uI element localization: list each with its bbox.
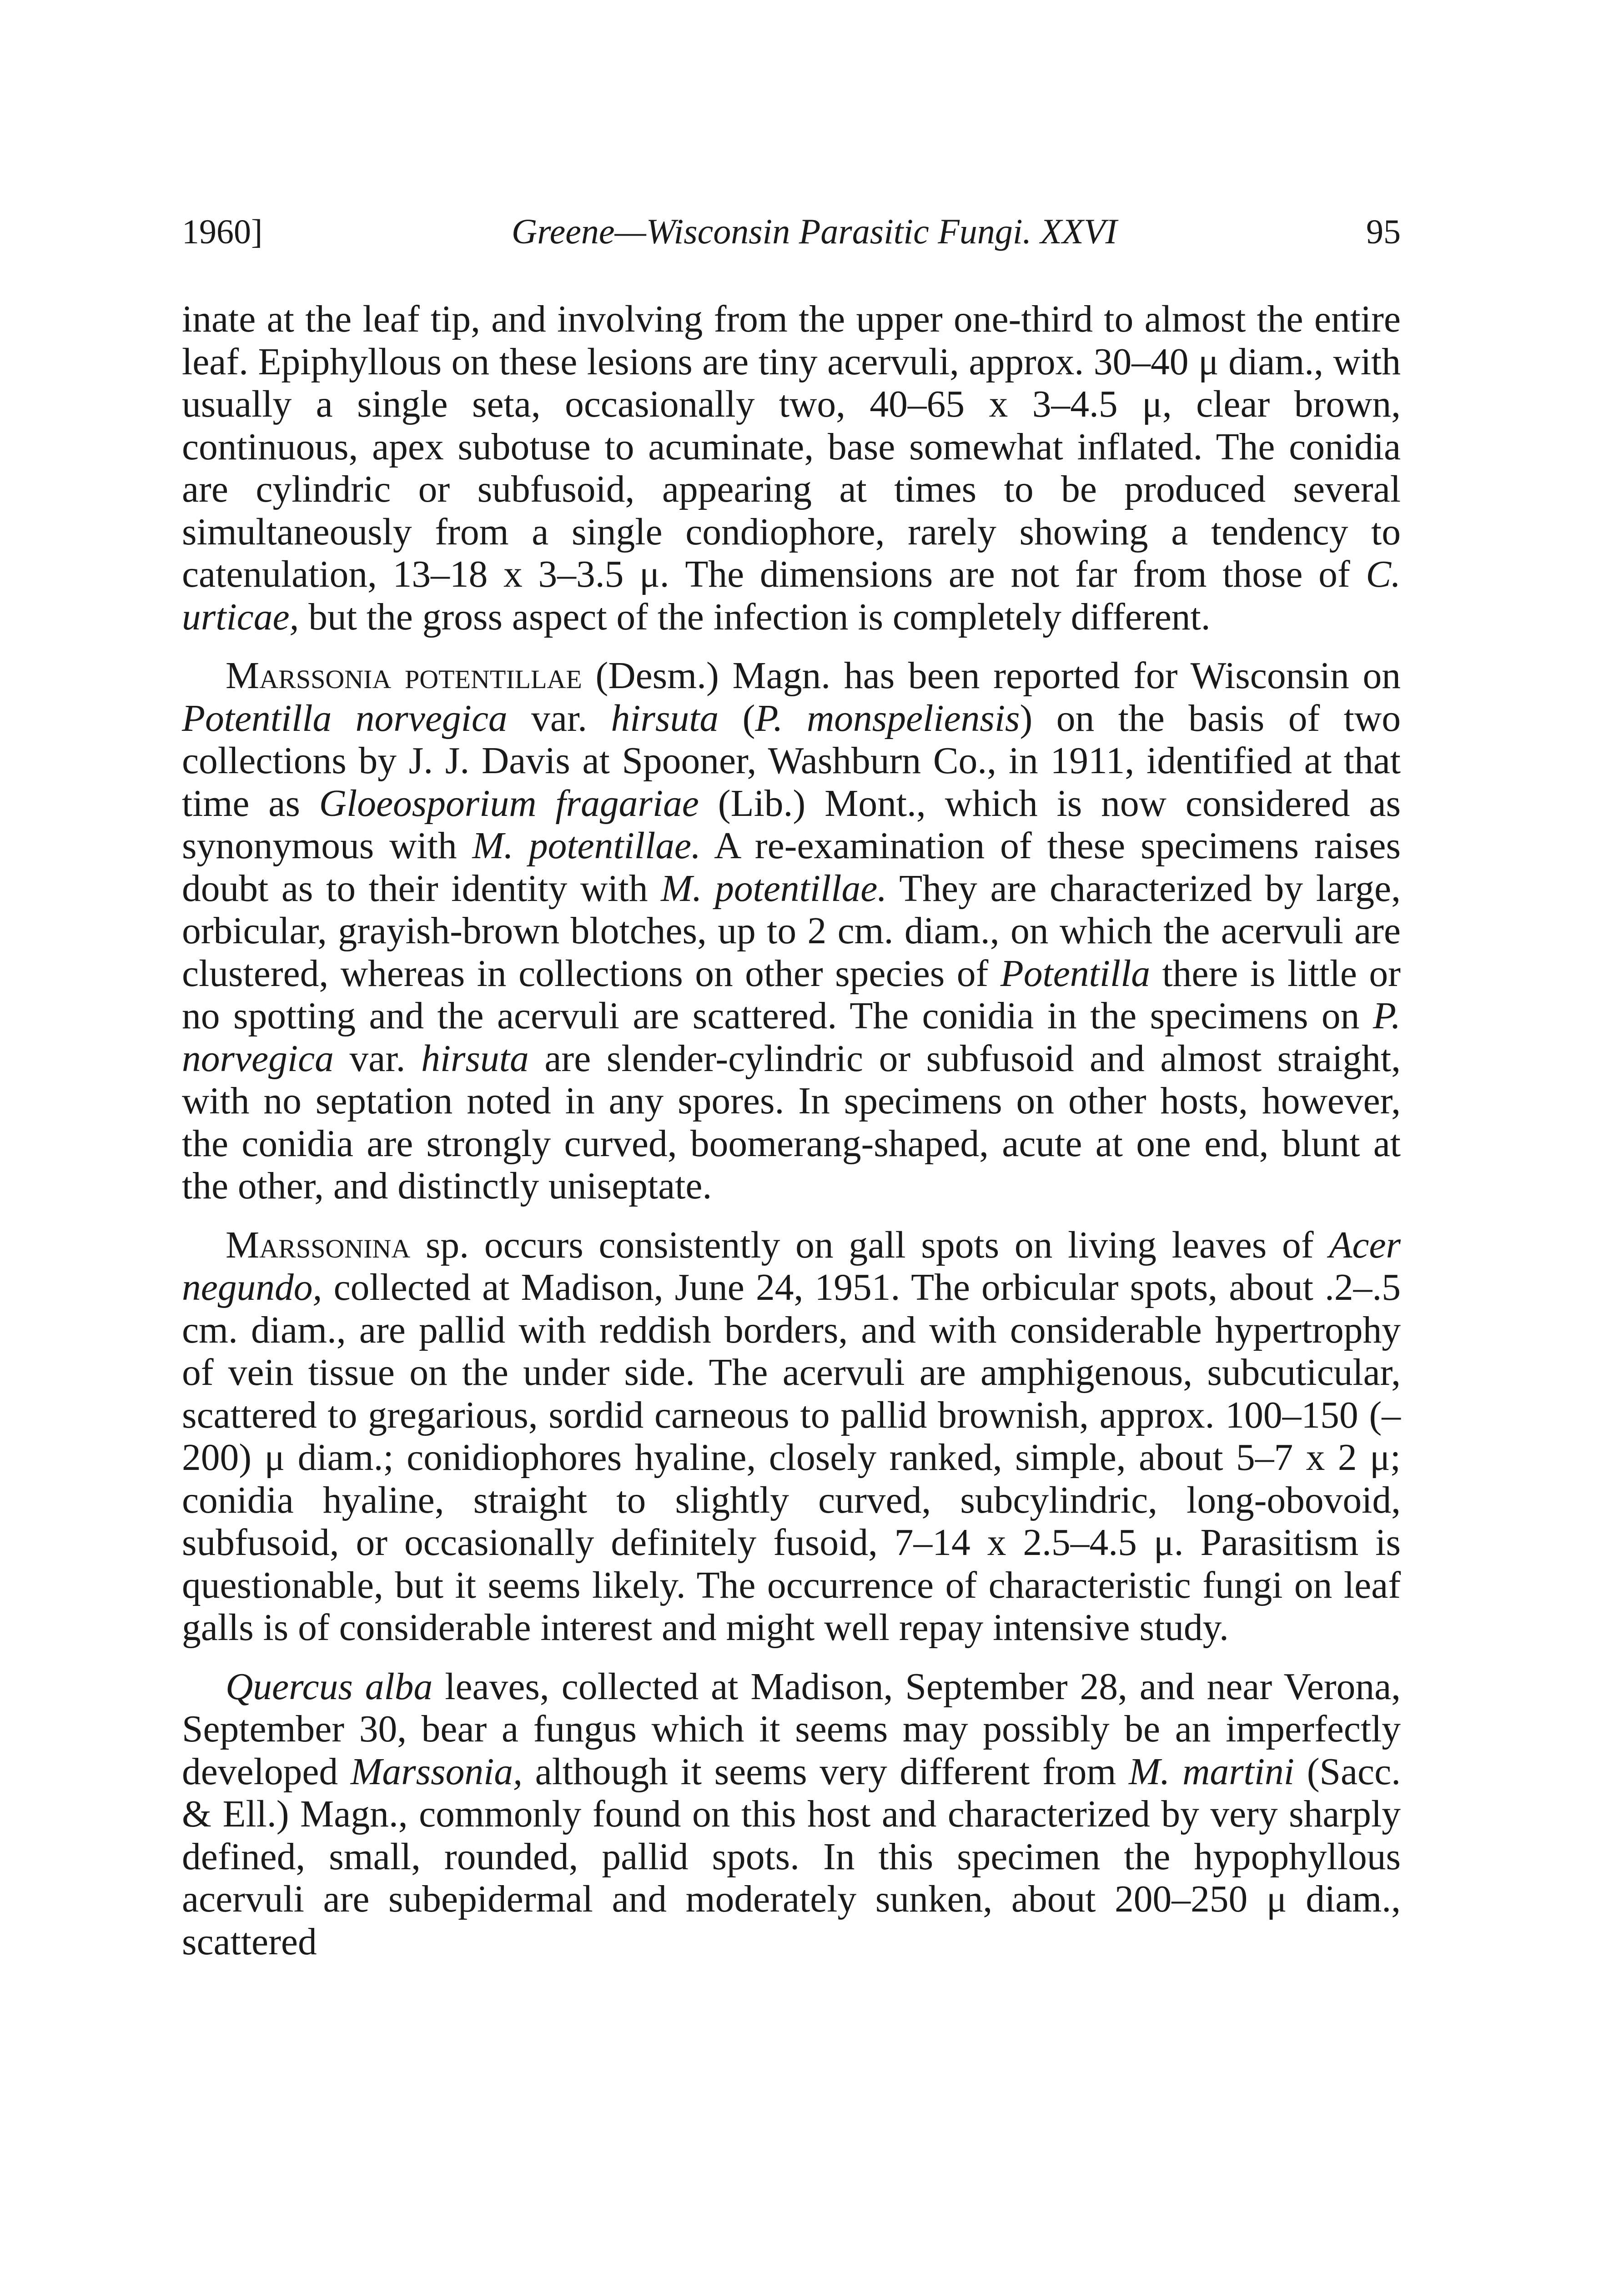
italic-text: M. potentillae. bbox=[661, 867, 887, 910]
italic-text: Potentilla bbox=[1000, 952, 1151, 995]
text-run: (Desm.) Magn. has been reported for Wisconsin on bbox=[582, 655, 1401, 697]
italic-text: M. martini bbox=[1129, 1751, 1295, 1793]
header-running-title: Greene—Wisconsin Parasitic Fungi. XXVI bbox=[511, 211, 1117, 251]
text-run: ( bbox=[719, 697, 755, 740]
running-header bbox=[182, 211, 1401, 251]
italic-text: hirsuta bbox=[611, 697, 719, 740]
paragraph-continuation bbox=[182, 298, 1401, 639]
text-run: although it seems very different from bbox=[522, 1751, 1129, 1793]
italic-text: C. urticae, bbox=[182, 553, 1401, 638]
italic-text: Quercus alba bbox=[226, 1665, 433, 1708]
italic-text: P. monspeliensis bbox=[755, 697, 1020, 740]
italic-text: M. potentillae. bbox=[472, 825, 701, 867]
page-number: 95 bbox=[1366, 213, 1401, 251]
text-run: (Sacc. & Ell.) Magn., commonly found on this host and characterized by very sharply defined, small, rounded, pallid spots. In this specimen the hypophyllous acervuli are subepidermal and moderately sunken, about 200–250 μ diam., scattered bbox=[182, 1751, 1401, 1963]
text-run: inate at the leaf tip, and involving from the upper one-third to almost the entire leaf. Epiphyllous on these lesions are tiny acervuli, approx. 30–40 μ diam., with usually a single seta, occasionally two, 40–65 x 3–4.5 μ, clear brown, continuous, apex subotuse to acuminate, base somewhat inflated. The conidia are cylindric or subfusoid, appearing at times to be produced several simultaneously from a single condiophore, rarely showing a tendency to catenulation, 13–18 x 3–3.5 μ. The dimensions are not far from those of bbox=[182, 298, 1401, 595]
italic-text: Acer negundo, bbox=[182, 1224, 1401, 1308]
italic-text: Marssonia, bbox=[350, 1751, 523, 1793]
italic-text: Gloeosporium fragariae bbox=[319, 782, 699, 825]
genus-heading: Marssonia potentillae bbox=[226, 655, 582, 697]
text-run: var. bbox=[507, 697, 611, 740]
text-run: They are characterized by large, orbicular, grayish-brown blotches, up to 2 cm. diam., on which the acervuli are clustered, whereas in collections on other species of bbox=[182, 867, 1401, 995]
text-run: but the gross aspect of the infection is completely different. bbox=[299, 596, 1211, 638]
text-run: A re-examination of these specimens raises doubt as to their identity with bbox=[182, 825, 1401, 910]
header-year: 1960] bbox=[182, 213, 263, 251]
text-run: there is little or no spotting and the acervuli are scattered. The conidia in the specimens on bbox=[182, 952, 1401, 1037]
text-run: collected at Madison, June 24, 1951. The orbicular spots, about .2–.5 cm. diam., are pallid with reddish borders, and with considerable hypertrophy of vein tissue on the under side. The acervuli are amphigenous, subcuticular, scattered to gregarious, sordid carneous to pallid brownish, approx. 100–150 (–200) μ diam.; conidiophores hyaline, closely ranked, simple, about 5–7 x 2 μ; conidia hyaline, straight to slightly curved, subcylindric, long-obovoid, subfusoid, or occasionally definitely fusoid, 7–14 x 2.5–4.5 μ. Parasitism is questionable, but it seems likely. The occurrence of characteristic fungi on leaf galls is of considerable interest and might well repay intensive study. bbox=[182, 1267, 1401, 1649]
text-run: sp. occurs consistently on gall spots on living leaves of bbox=[410, 1224, 1329, 1266]
text-run: leaves, collected at Madison, September 28, and near Verona, September 30, bear a fungus which it seems may possibly be an imperfectly developed bbox=[182, 1665, 1401, 1793]
article-body bbox=[182, 298, 1401, 1963]
text-run: are slender-cylindric or subfusoid and almost straight, with no septation noted in any spores. In specimens on other hosts, however, the conidia are strongly curved, boomerang-shaped, acute at one end, blunt at the other, and distinctly uniseptate. bbox=[182, 1037, 1401, 1207]
text-run: ) on the basis of two collections by J. J. Davis at Spooner, Washburn Co., in 1911, identified at that time as bbox=[182, 697, 1401, 825]
journal-page bbox=[182, 211, 1401, 1963]
text-run: var. bbox=[333, 1037, 422, 1080]
genus-heading: Marssonina bbox=[226, 1224, 411, 1266]
paragraph-marssonia-potentillae bbox=[182, 655, 1401, 1208]
italic-text: P. norvegica bbox=[182, 995, 1401, 1080]
italic-text: Potentilla norvegica bbox=[182, 697, 508, 740]
paragraph-marssonina bbox=[182, 1224, 1401, 1650]
italic-text: hirsuta bbox=[421, 1037, 529, 1080]
paragraph-quercus-alba bbox=[182, 1666, 1401, 1964]
text-run: (Lib.) Mont., which is now considered as synonymous with bbox=[182, 782, 1401, 867]
